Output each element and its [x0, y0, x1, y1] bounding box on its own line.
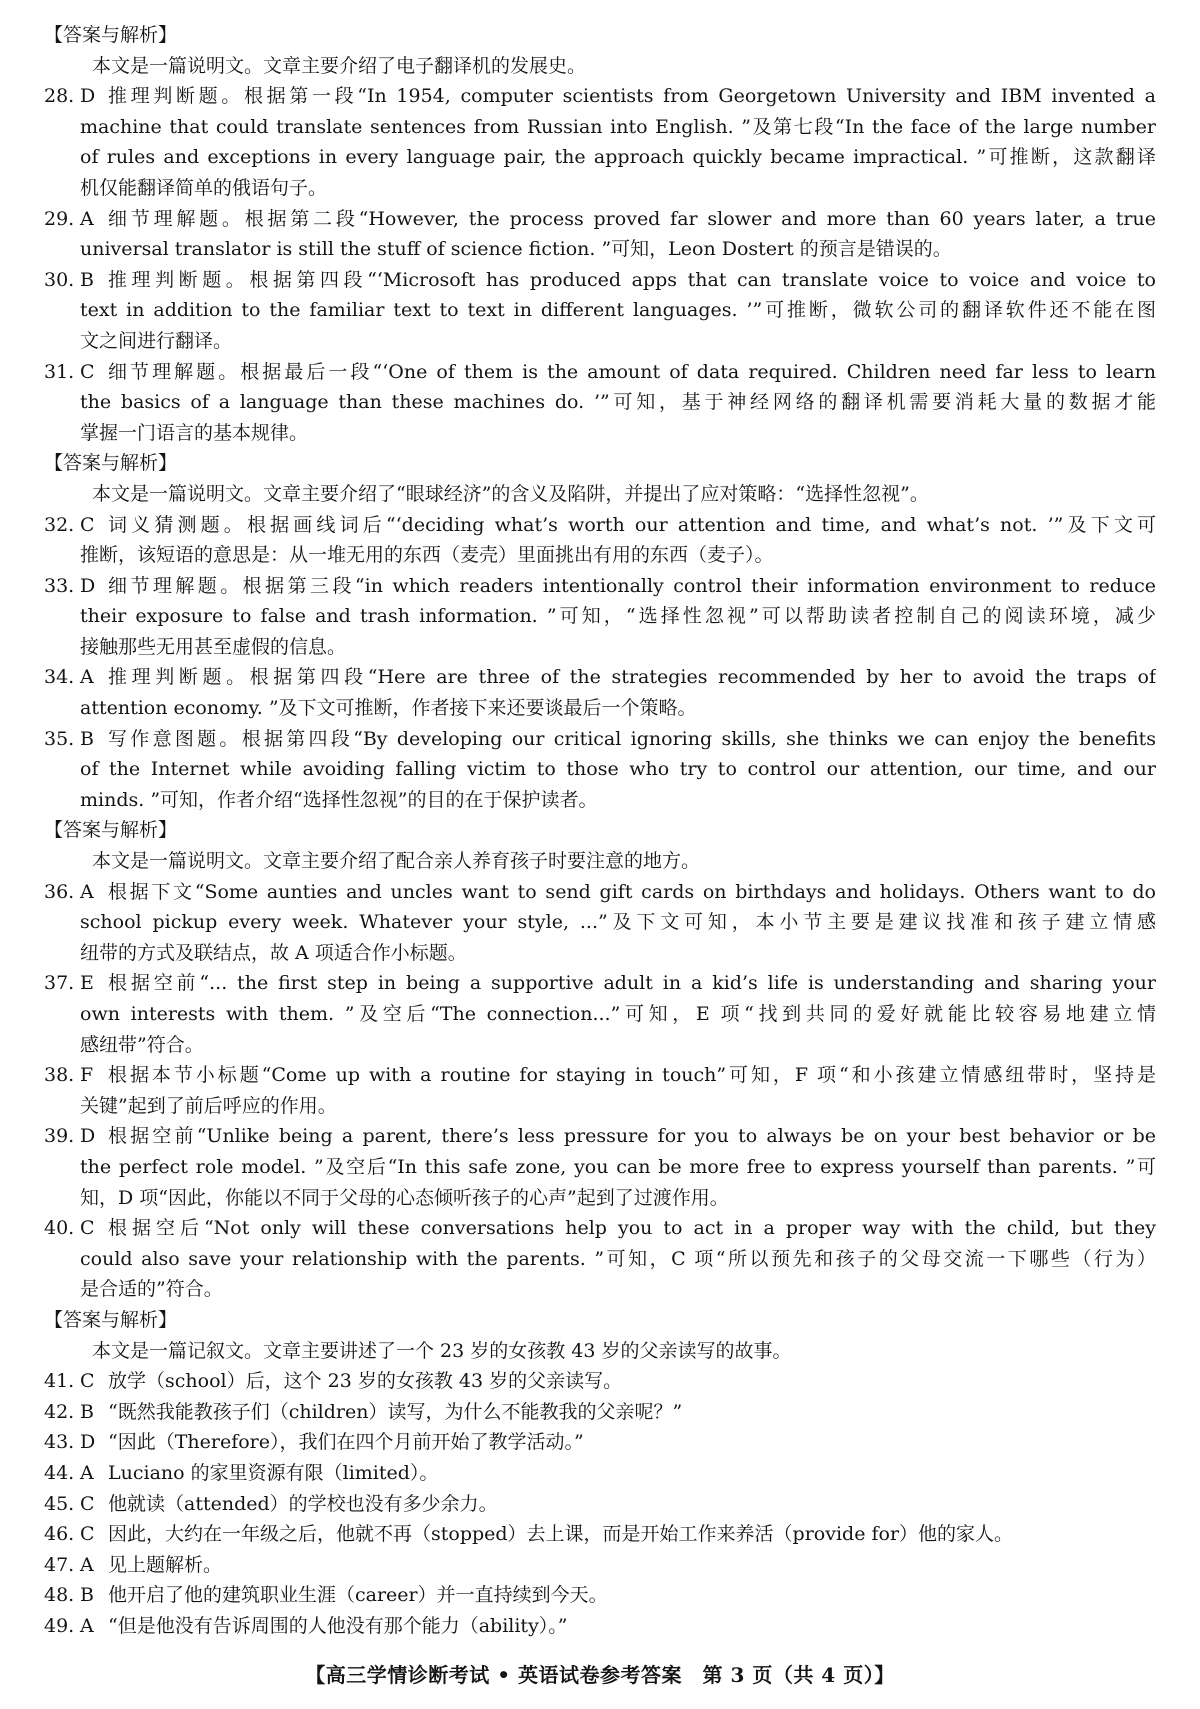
section-heading: 【答案与解析】 — [44, 24, 178, 46]
explanation-line: Luciano 的家里资源有限（limited）。 — [108, 1461, 439, 1484]
explanation — [80, 1213, 1156, 1305]
explanation — [108, 1458, 1156, 1489]
explanation-line: 放学（school）后，这个 23 岁的女孩教 43 岁的父亲读写。 — [108, 1370, 623, 1393]
answer-item — [44, 1611, 1156, 1642]
explanation-line: the basics of a language than these machines do. ’”可知，基于神经网络的翻译机需要消耗大量的数据才能 — [80, 391, 1156, 414]
answer-letter: B — [80, 1584, 94, 1607]
explanation-line: 根据空前“... the first step in being a supportive adult in a kid’s life is understanding and sharing your — [108, 972, 1156, 995]
explanation-line: 细节理解题。根据第二段“However, the process proved far slower and more than 60 years later, a true — [108, 207, 1156, 230]
explanation-line: “但是他没有告诉周围的人他没有那个能力（ability）。” — [108, 1614, 568, 1637]
section-summary: 本文是一篇说明文。文章主要介绍了电子翻译机的发展史。 — [92, 54, 587, 77]
question-number: 37. — [44, 972, 75, 995]
explanation-line: 推理判断题。根据第四段“Here are three of the strategies recommended by her to avoid the traps of — [108, 666, 1156, 689]
answer-letter: D — [80, 85, 96, 108]
answer-item — [44, 1580, 1156, 1611]
explanation — [80, 357, 1156, 449]
explanation-line: 推断，该短语的意思是：从一堆无用的东西（麦壳）里面挑出有用的东西（麦子）。 — [80, 544, 774, 567]
answer-letter: D — [80, 574, 96, 597]
explanation-line: minds. ”可知，作者介绍“选择性忽视”的目的在于保护读者。 — [80, 788, 598, 811]
answer-item — [44, 1427, 1156, 1458]
answer-item — [44, 724, 1156, 816]
question-number: 29. — [44, 207, 75, 230]
explanation-line: 感纽带”符合。 — [80, 1033, 204, 1056]
question-number: 35. — [44, 727, 75, 750]
answer-item — [44, 662, 1156, 723]
explanation-line: 机仅能翻译简单的俄语句子。 — [80, 176, 328, 199]
explanation — [108, 1427, 1156, 1458]
answer-section — [44, 1305, 1156, 1642]
section-summary: 本文是一篇说明文。文章主要介绍了“眼球经济”的含义及陷阱，并提出了应对策略：“选择性忽视”。 — [92, 482, 929, 505]
explanation-line: universal translator is still the stuff of science fiction. ”可知，Leon Dostert 的预言是错误的。 — [80, 238, 952, 261]
answer-item — [44, 357, 1156, 449]
explanation-line: 根据下文“Some aunties and uncles want to send gift cards on birthdays and holidays. Others want to do — [108, 880, 1156, 903]
section-heading: 【答案与解析】 — [44, 1308, 178, 1331]
explanation-line: of the Internet while avoiding falling victim to those who try to control our attention, our time, and our — [80, 758, 1156, 781]
explanation-line: their exposure to false and trash information. ”可知，“选择性忽视”可以帮助读者控制自己的阅读环境，减少 — [80, 605, 1156, 628]
answer-content — [44, 20, 1156, 1641]
answer-letter: C — [80, 1370, 95, 1393]
answer-section — [44, 815, 1156, 1305]
question-number: 48. — [44, 1584, 75, 1607]
explanation-line: 文之间进行翻译。 — [80, 329, 233, 352]
explanation — [108, 1580, 1156, 1611]
explanation-line: school pickup every week. Whatever your style, ...”及下文可知，本小节主要是建议找准和孩子建立情感 — [80, 911, 1156, 934]
answer-item — [44, 1519, 1156, 1550]
explanation — [80, 724, 1156, 816]
explanation-line: of rules and exceptions in every language pair, the approach quickly became impractical. ”可推断，这款翻译 — [80, 146, 1156, 169]
explanation — [108, 1489, 1156, 1520]
answer-item — [44, 1489, 1156, 1520]
question-number: 33. — [44, 574, 75, 597]
explanation — [108, 1366, 1156, 1397]
explanation-line: machine that could translate sentences from Russian into English. ”及第七段“In the face of the large number — [80, 115, 1156, 138]
explanation-line: own interests with them. ”及空后“The connection...”可知，E 项“找到共同的爱好就能比较容易地建立情 — [80, 1003, 1156, 1025]
answer-item — [44, 1366, 1156, 1397]
answer-item — [44, 204, 1156, 265]
explanation — [80, 877, 1156, 969]
explanation-line: 他开启了他的建筑职业生涯（career）并一直持续到今天。 — [108, 1584, 608, 1607]
question-number: 34. — [44, 666, 75, 689]
question-number: 44. — [44, 1461, 75, 1484]
answer-letter: A — [80, 207, 94, 230]
explanation-line: 根据本节小标题“Come up with a routine for staying in touch”可知，F 项“和小孩建立情感纽带时，坚持是 — [108, 1064, 1156, 1087]
question-number: 45. — [44, 1492, 75, 1515]
answer-item — [44, 1458, 1156, 1489]
question-number: 30. — [44, 268, 75, 291]
explanation-line: 根据空后“Not only will these conversations help you to act in a proper way with the child, but they — [108, 1217, 1156, 1240]
explanation-line: 细节理解题。根据第三段“in which readers intentionally control their information environment to reduce — [108, 574, 1156, 597]
explanation-line: could also save your relationship with the parents. ”可知，C 项“所以预先和孩子的父母交流一下哪些（行为） — [80, 1247, 1156, 1270]
answer-letter: E — [80, 972, 94, 995]
page-footer: 【高三学情诊断考试 • 英语试卷参考答案 第 3 页（共 4 页）】 — [305, 1663, 895, 1687]
explanation — [80, 204, 1156, 265]
explanation-line: the perfect role model. ”及空后“In this safe zone, you can be more free to express yourself than parents. ”可 — [80, 1155, 1156, 1178]
explanation-line: 他就读（attended）的学校也没有多少余力。 — [108, 1492, 498, 1515]
explanation — [80, 510, 1156, 571]
question-number: 41. — [44, 1370, 75, 1393]
question-number: 40. — [44, 1217, 75, 1240]
answer-letter: A — [80, 666, 94, 689]
explanation-line: 是合适的”符合。 — [80, 1278, 223, 1301]
answer-item — [44, 968, 1156, 1060]
explanation-line: text in addition to the familiar text to text in different languages. ’”可推断，微软公司的翻译软件还不能在图 — [80, 299, 1156, 322]
answer-item — [44, 81, 1156, 203]
section-summary: 本文是一篇记叙文。文章主要讲述了一个 23 岁的女孩教 43 岁的父亲读写的故事。 — [92, 1339, 792, 1362]
explanation-line: “既然我能教孩子们（children）读写，为什么不能教我的父亲呢？” — [108, 1400, 683, 1423]
question-number: 38. — [44, 1064, 75, 1087]
explanation-line: 关键”起到了前后呼应的作用。 — [80, 1094, 337, 1117]
explanation-line: 知，D 项“因此，你能以不同于父母的心态倾听孩子的心声”起到了过渡作用。 — [80, 1186, 729, 1209]
answer-item — [44, 1060, 1156, 1121]
answer-letter: C — [80, 1492, 95, 1515]
explanation-line: “因此（Therefore），我们在四个月前开始了教学活动。” — [108, 1431, 584, 1454]
question-number: 39. — [44, 1125, 75, 1148]
explanation-line: 掌握一门语言的基本规律。 — [80, 421, 309, 444]
question-number: 46. — [44, 1523, 75, 1546]
answer-item — [44, 1550, 1156, 1581]
explanation-line: attention economy. ”及下文可推断，作者接下来还要谈最后一个策略。 — [80, 697, 697, 720]
explanation — [108, 1397, 1156, 1428]
answer-letter: D — [80, 1125, 96, 1148]
question-number: 43. — [44, 1431, 75, 1454]
answer-letter: C — [80, 360, 95, 383]
answer-item — [44, 1121, 1156, 1213]
answer-letter: D — [80, 1431, 96, 1454]
answer-letter: C — [80, 1217, 95, 1240]
explanation — [80, 265, 1156, 357]
explanation — [108, 1550, 1156, 1581]
section-heading: 【答案与解析】 — [44, 819, 178, 842]
section-summary: 本文是一篇说明文。文章主要介绍了配合亲人养育孩子时要注意的地方。 — [92, 850, 701, 873]
question-number: 42. — [44, 1400, 75, 1423]
explanation-line: 接触那些无用甚至虚假的信息。 — [80, 635, 347, 658]
question-number: 49. — [44, 1614, 75, 1637]
question-number: 47. — [44, 1553, 75, 1576]
answer-item — [44, 510, 1156, 571]
answer-letter: A — [80, 1614, 94, 1637]
answer-item — [44, 1213, 1156, 1305]
explanation-line: 推理判断题。根据第四段“‘Microsoft has produced apps that can translate voice to voice and voice to — [108, 268, 1156, 291]
question-number: 36. — [44, 880, 75, 903]
answer-letter: C — [80, 513, 95, 536]
explanation — [80, 1121, 1156, 1213]
answer-item — [44, 571, 1156, 663]
explanation — [108, 1611, 1156, 1642]
explanation — [80, 968, 1156, 1060]
answer-letter: A — [80, 880, 94, 903]
question-number: 32. — [44, 513, 75, 536]
explanation — [80, 1060, 1156, 1121]
answer-letter: B — [80, 268, 94, 291]
explanation-line: 因此，大约在一年级之后，他就不再（stopped）去上课，而是开始工作来养活（provide for）他的家人。 — [108, 1523, 1014, 1546]
answer-letter: B — [80, 1400, 94, 1423]
explanation-line: 推理判断题。根据第一段“In 1954, computer scientists from Georgetown University and IBM invented a — [108, 85, 1156, 108]
answer-section — [44, 20, 1156, 448]
question-number: 31. — [44, 360, 75, 383]
explanation — [80, 81, 1156, 203]
explanation-line: 写作意图题。根据第四段“By developing our critical ignoring skills, she thinks we can enjoy the benefits — [108, 727, 1156, 750]
explanation-line: 纽带的方式及联结点，故 A 项适合作小标题。 — [80, 941, 467, 964]
explanation-line: 细节理解题。根据最后一段“‘One of them is the amount of data required. Children need far less to learn — [108, 360, 1156, 383]
question-number: 28. — [44, 85, 75, 108]
answer-item — [44, 1397, 1156, 1428]
explanation — [80, 571, 1156, 663]
section-heading: 【答案与解析】 — [44, 452, 178, 475]
answer-item — [44, 265, 1156, 357]
answer-letter: F — [80, 1064, 94, 1087]
explanation-line: 见上题解析。 — [108, 1553, 223, 1576]
answer-letter: A — [80, 1461, 94, 1484]
answer-item — [44, 877, 1156, 969]
explanation-line: 根据空前“Unlike being a parent, there’s less pressure for you to always be on your best behavior or be — [108, 1125, 1156, 1148]
explanation-line: 词义猜测题。根据画线词后“‘deciding what’s worth our attention and time, and what’s not. ’”及下文可 — [108, 513, 1156, 536]
answer-letter: A — [80, 1553, 94, 1576]
answer-letter: C — [80, 1523, 95, 1546]
answer-section — [44, 448, 1156, 815]
explanation — [80, 662, 1156, 723]
answer-letter: B — [80, 727, 94, 750]
explanation — [108, 1519, 1156, 1550]
